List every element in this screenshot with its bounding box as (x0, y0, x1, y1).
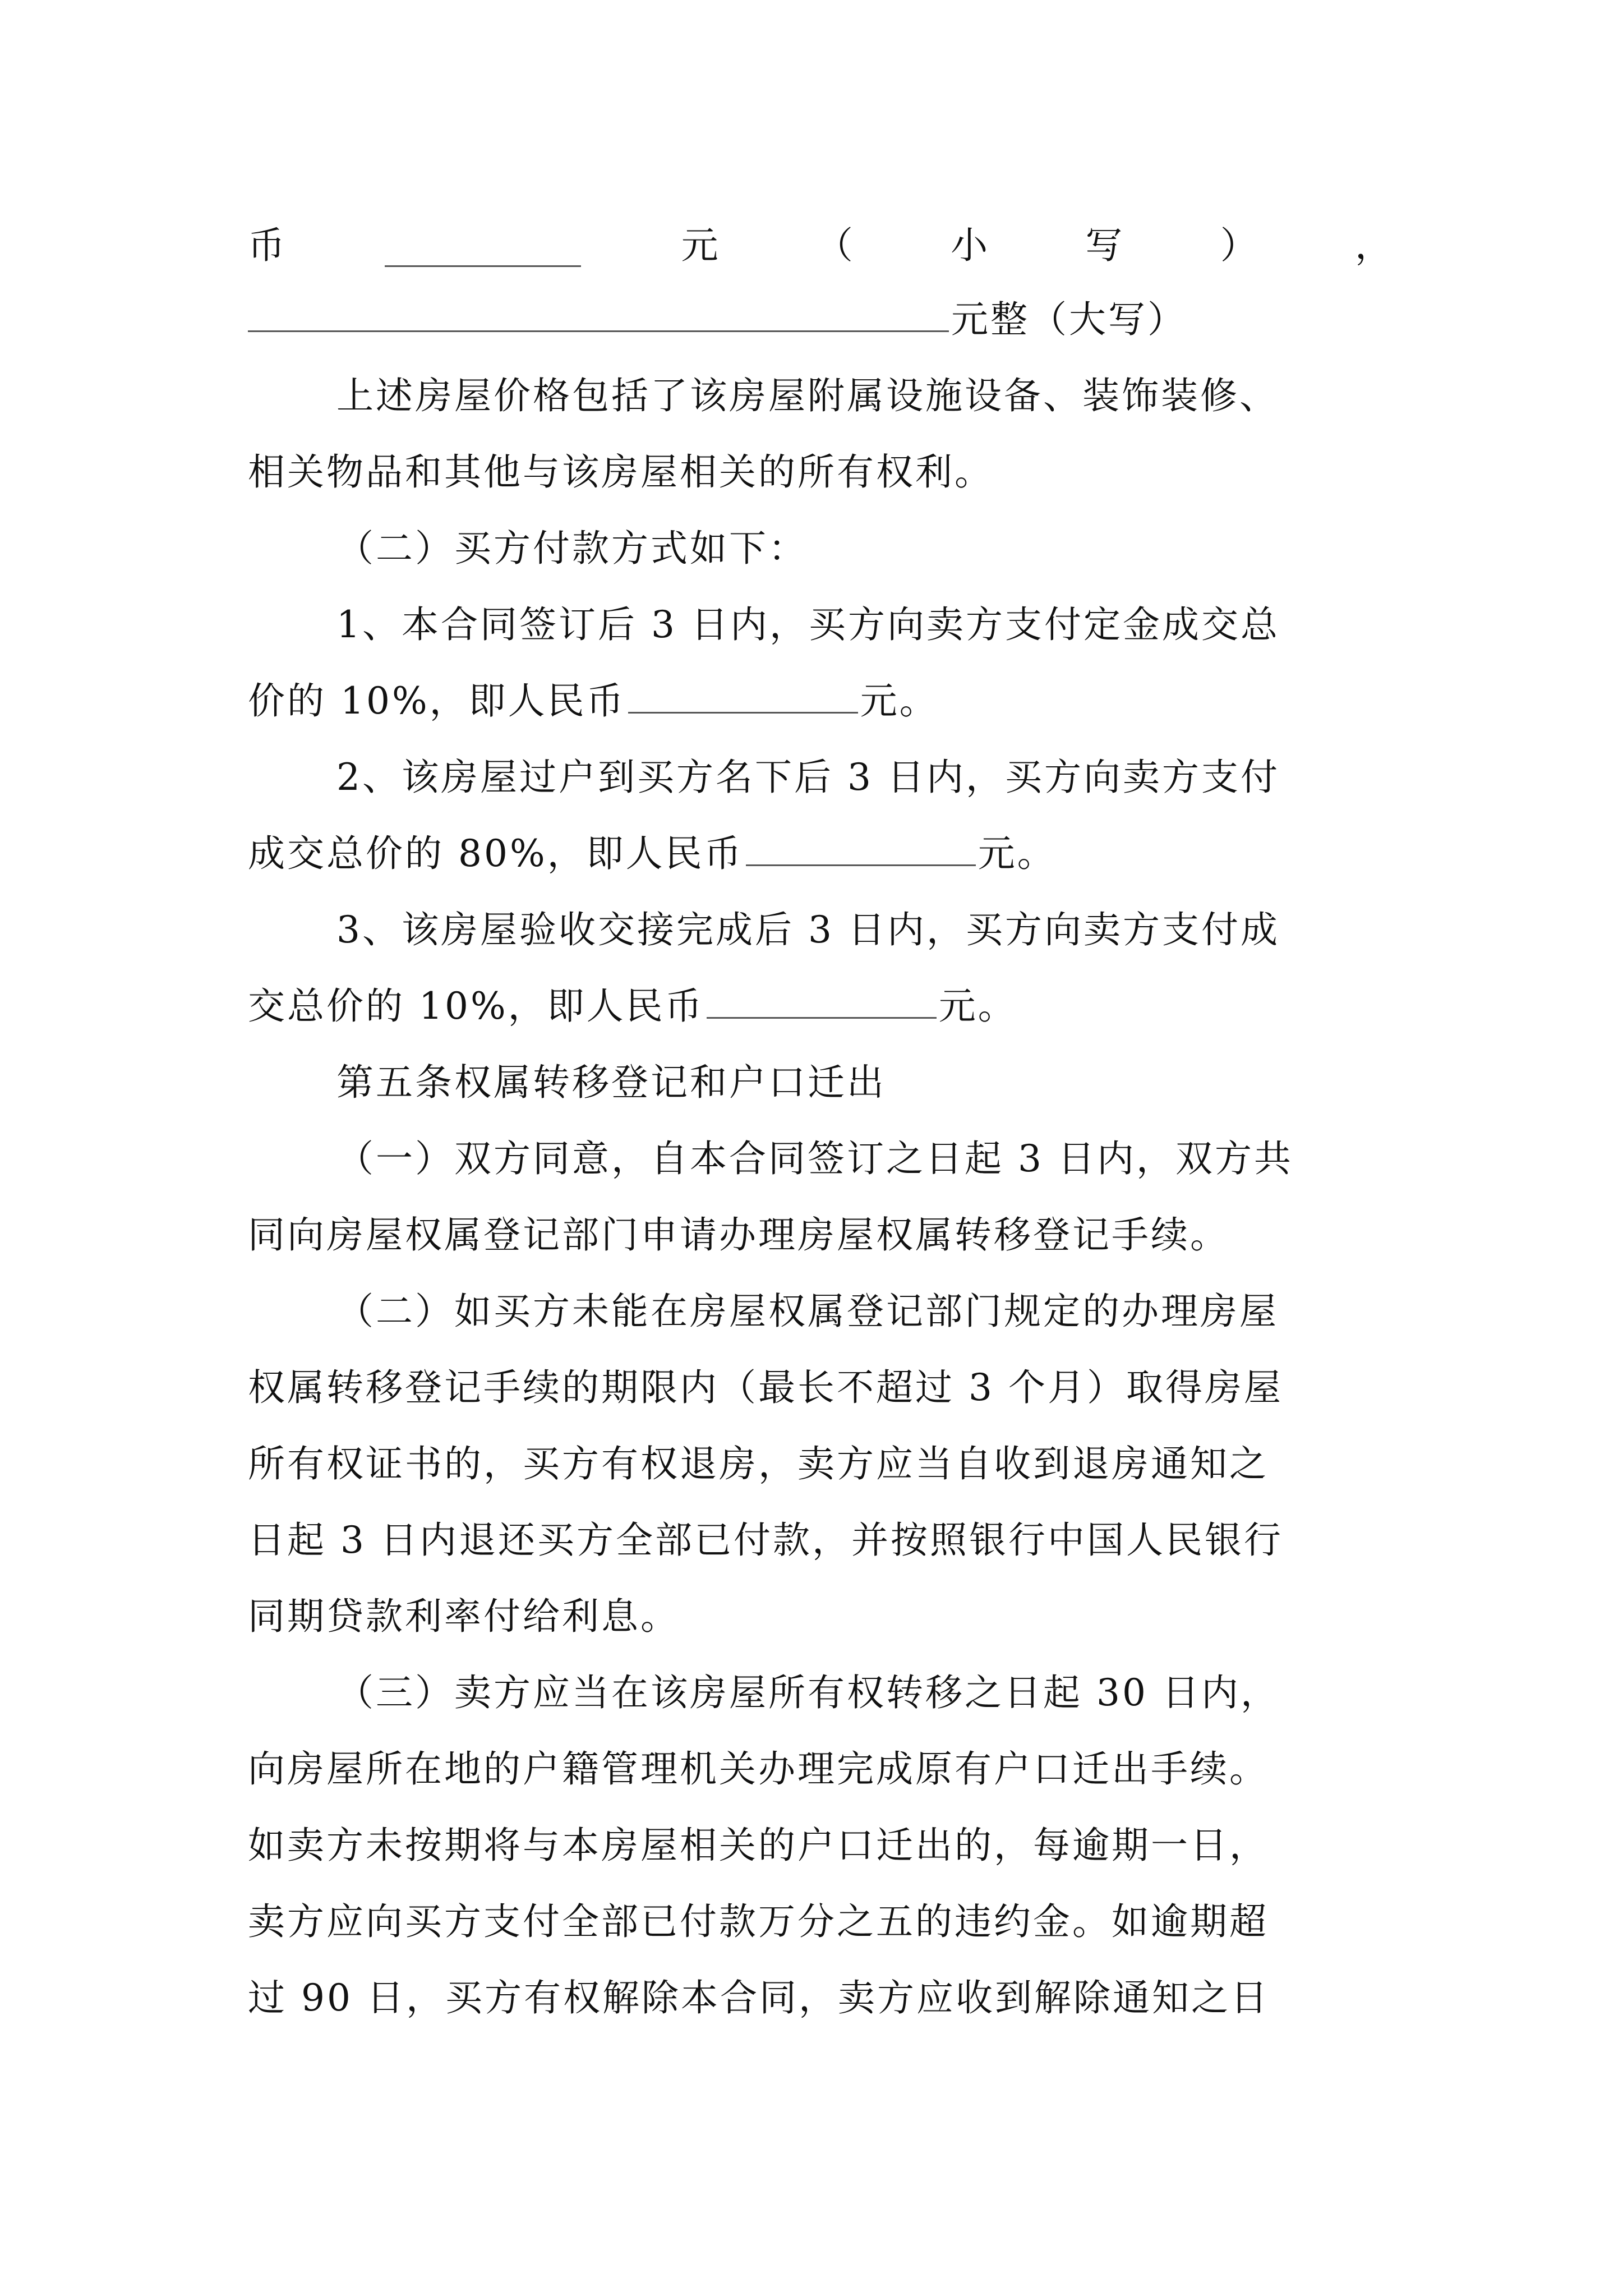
yuan-text: 元 (681, 224, 718, 267)
article-5-3-line-3: 如卖方未按期将与本房屋相关的户口迁出的，每逾期一日， (248, 1824, 1269, 1867)
paren-open: （ (815, 224, 853, 267)
payment-2-text: 成交总价的 80%，即人民币 (248, 832, 744, 875)
article-5-2-line-2: 权属转移登记手续的期限内（最长不超过 3 个月）取得房屋 (248, 1366, 1283, 1409)
payment-2-blank (746, 824, 976, 866)
amount-capital-suffix: 元整（大写） (951, 298, 1187, 341)
article-5-title: 第五条权属转移登记和户口迁出 (336, 1061, 886, 1104)
article-5-3-line-2: 向房屋所在地的户籍管理机关办理完成原有户口迁出手续。 (248, 1747, 1269, 1791)
amount-capital-blank (248, 290, 949, 332)
payment-1-line-1: 1、本合同签订后 3 日内，买方向卖方支付定金成交总 (336, 603, 1280, 646)
payment-3-blank (707, 977, 937, 1019)
small-char-1: 小 (951, 224, 988, 267)
article-5-1-line-2: 同向房屋权属登记部门申请办理房屋权属转移登记手续。 (248, 1213, 1229, 1257)
article-5-1-line-1: （一）双方同意，自本合同签订之日起 3 日内，双方共 (336, 1137, 1293, 1180)
article-5-2-line-5: 同期贷款利率付给利息。 (248, 1595, 680, 1638)
amount-line-capital (248, 286, 1392, 353)
currency-text: 币 (248, 224, 285, 267)
article-5-3-line-4: 卖方应向买方支付全部已付款万分之五的违约金。如逾期超 (248, 1900, 1269, 1943)
payment-2-line-1: 2、该房屋过户到买方名下后 3 日内，买方向卖方支付 (336, 756, 1280, 799)
payment-3-text: 交总价的 10%，即人民币 (248, 984, 704, 1028)
payment-3-line-1: 3、该房屋验收交接完成后 3 日内，买方向卖方支付成 (336, 908, 1280, 951)
payment-1-blank (628, 671, 858, 714)
paren-close: ） (1220, 224, 1257, 267)
amount-small-blank (385, 225, 581, 267)
para-price-scope-line-2: 相关物品和其他与该房屋相关的所有权利。 (248, 450, 994, 494)
article-5-2-line-3: 所有权证书的，买方有权退房，卖方应当自收到退房通知之 (248, 1442, 1269, 1485)
payment-1-line-2 (248, 668, 1392, 735)
amount-line-small (248, 212, 1392, 279)
payment-1-text: 价的 10%，即人民币 (248, 679, 626, 723)
small-char-2: 写 (1085, 224, 1123, 267)
payment-heading: （二）买方付款方式如下： (336, 527, 808, 570)
payment-3-suffix: 元。 (938, 984, 1017, 1028)
article-5-3-line-5: 过 90 日，买方有权解除本合同，卖方应收到解除通知之日 (248, 1976, 1270, 2019)
payment-1-suffix: 元。 (860, 679, 939, 723)
para-price-scope-line-1: 上述房屋价格包括了该房屋附属设施设备、装饰装修、 (336, 374, 1279, 417)
payment-2-suffix: 元。 (978, 832, 1057, 875)
payment-3-line-2 (248, 973, 1392, 1040)
article-5-3-line-1: （三）卖方应当在该房屋所有权转移之日起 30 日内， (336, 1671, 1280, 1714)
comma: ， (1354, 224, 1392, 267)
article-5-2-line-4: 日起 3 日内退还买方全部已付款，并按照银行中国人民银行 (248, 1519, 1283, 1562)
payment-2-line-2 (248, 820, 1392, 887)
article-5-2-line-1: （二）如买方未能在房屋权属登记部门规定的办理房屋 (336, 1290, 1279, 1333)
